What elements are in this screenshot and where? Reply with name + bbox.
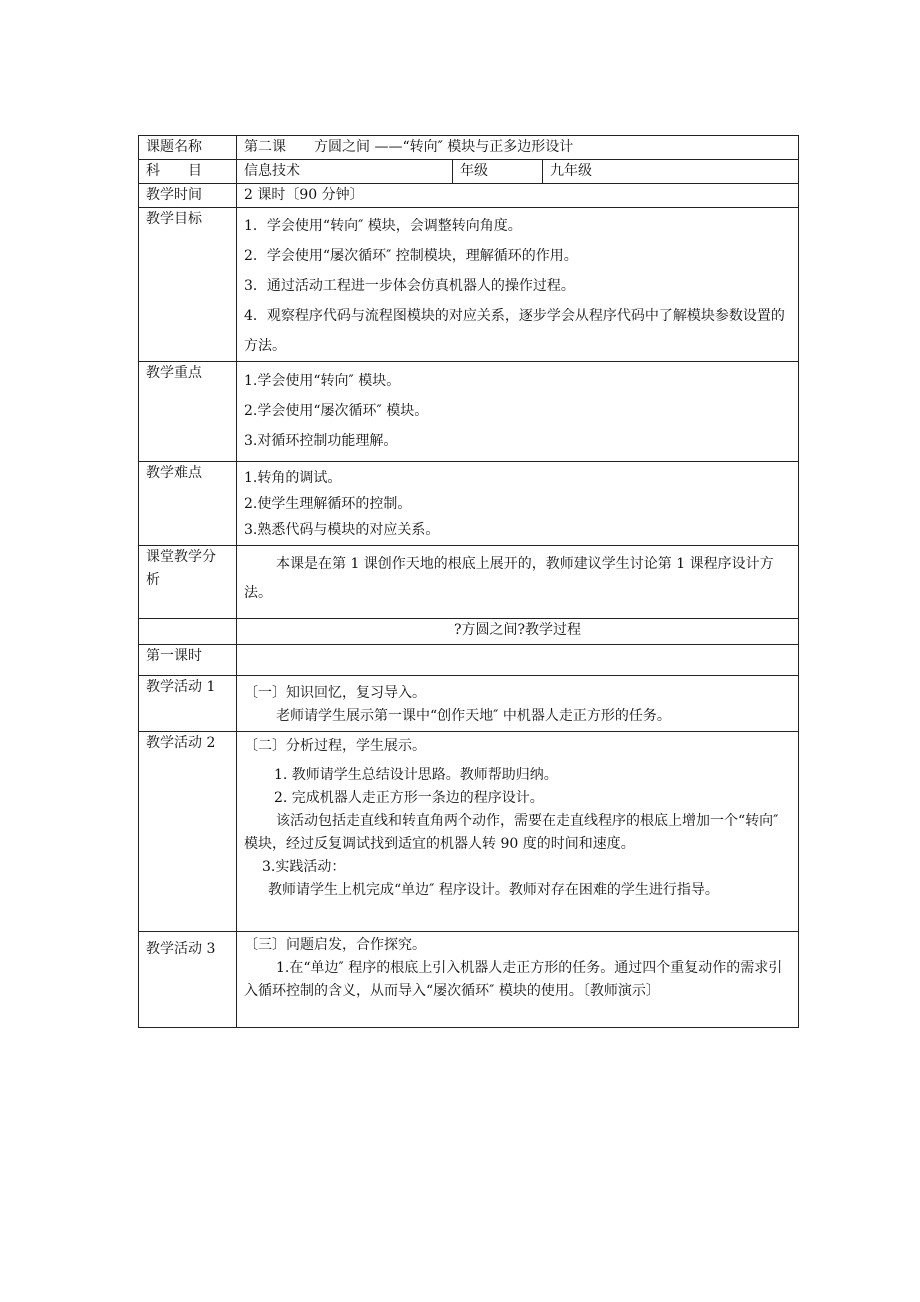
process-title-empty (139, 619, 237, 645)
row-subject (139, 160, 799, 184)
row-duration (139, 184, 799, 208)
duration-label: 教学时间 (139, 184, 237, 208)
row-activity-1 (139, 676, 799, 732)
objective-item: 3．通过活动工程进一步体会仿真机器人的操作过程。 (244, 278, 575, 294)
activity-2-step-1: 1. 教师请学生总结设计思路。教师帮助归纳。 (274, 767, 558, 783)
row-analysis (139, 546, 799, 619)
activity-2-heading: 〔二〕分析过程，学生展示。 (244, 738, 426, 754)
key-point-item: 2.学会使用“屡次循环″ 模块。 (244, 403, 429, 419)
analysis-label: 课堂教学分析 (139, 546, 237, 619)
objective-item: 2．学会使用“屡次循环″ 控制模块，理解循环的作用。 (244, 248, 578, 264)
difficulty-item: 2.使学生理解循环的控制。 (244, 496, 412, 512)
lesson-title-value: 第二课 方圆之间 ——“转向″ 模块与正多边形设计 (237, 136, 799, 160)
row-objectives (139, 208, 799, 362)
key-points-content (237, 362, 799, 462)
row-first-period (139, 645, 799, 676)
lesson-plan-table (138, 135, 799, 1028)
difficulties-content (237, 462, 799, 546)
grade-value: 九年级 (543, 160, 799, 184)
activity-2-step-2: 2. 完成机器人走正方形一条边的程序设计。 (274, 790, 544, 806)
activity-2-content (237, 732, 799, 932)
row-process-title (139, 619, 799, 645)
objective-item: 4．观察程序代码与流程图模块的对应关系，逐步学会从程序代码中了解模块参数设置的方法。 (244, 308, 785, 354)
activity-1-text: 老师请学生展示第一课中“创作天地″ 中机器人走正方形的任务。 (276, 708, 671, 724)
lesson-title-label: 课题名称 (139, 136, 237, 160)
row-key-points (139, 362, 799, 462)
key-point-item: 3.对循环控制功能理解。 (244, 433, 398, 449)
activity-3-label: 教学活动 3 (139, 932, 237, 1028)
key-points-label: 教学重点 (139, 362, 237, 462)
duration-value: 2 课时〔90 分钟〕 (237, 184, 799, 208)
objectives-label: 教学目标 (139, 208, 237, 362)
difficulty-item: 1.转角的调试。 (244, 470, 342, 486)
first-period-label: 第一课时 (139, 645, 237, 676)
activity-2-step-3: 3.实践活动： (262, 859, 346, 875)
first-period-empty (237, 645, 799, 676)
activity-1-heading: 〔一〕知识回忆，复习导入。 (244, 685, 426, 701)
subject-label: 科 目 (139, 160, 237, 184)
activity-3-content (237, 932, 799, 1028)
row-difficulties (139, 462, 799, 546)
activity-1-content (237, 676, 799, 732)
difficulty-item: 3.熟悉代码与模块的对应关系。 (244, 522, 440, 538)
activity-3-heading: 〔三〕问题启发，合作探究。 (244, 937, 426, 953)
activity-2-paragraph: 该活动包括走直线和转直角两个动作，需要在走直线程序的根底上增加一个“转向″ 模块，经过反复调试找到适宜的机器人转 90 度的时间和速度。 (244, 813, 779, 852)
activity-2-practice: 教师请学生上机完成“单边″ 程序设计。教师对存在困难的学生进行指导。 (268, 882, 719, 898)
row-activity-2 (139, 732, 799, 932)
row-activity-3 (139, 932, 799, 1028)
difficulties-label: 教学难点 (139, 462, 237, 546)
subject-value: 信息技术 (237, 160, 453, 184)
activity-3-paragraph: 1.在“单边″ 程序的根底上引入机器人走正方形的任务。通过四个重复动作的需求引入循环控制的含义，从而导入“屡次循环″ 模块的使用。〔教师演示〕 (244, 960, 783, 999)
analysis-content (237, 546, 799, 619)
objective-item: 1．学会使用“转向″ 模块，会调整转向角度。 (244, 218, 522, 234)
key-point-item: 1.学会使用“转向″ 模块。 (244, 373, 401, 389)
activity-1-label: 教学活动 1 (139, 676, 237, 732)
objectives-content (237, 208, 799, 362)
analysis-text: 本课是在第 1 课创作天地的根底上展开的，教师建议学生讨论第 1 课程序设计方法。 (244, 556, 774, 601)
grade-label: 年级 (453, 160, 543, 184)
row-lesson-title (139, 136, 799, 160)
activity-2-label: 教学活动 2 (139, 732, 237, 932)
process-title: ?方圆之间?教学过程 (237, 619, 799, 645)
